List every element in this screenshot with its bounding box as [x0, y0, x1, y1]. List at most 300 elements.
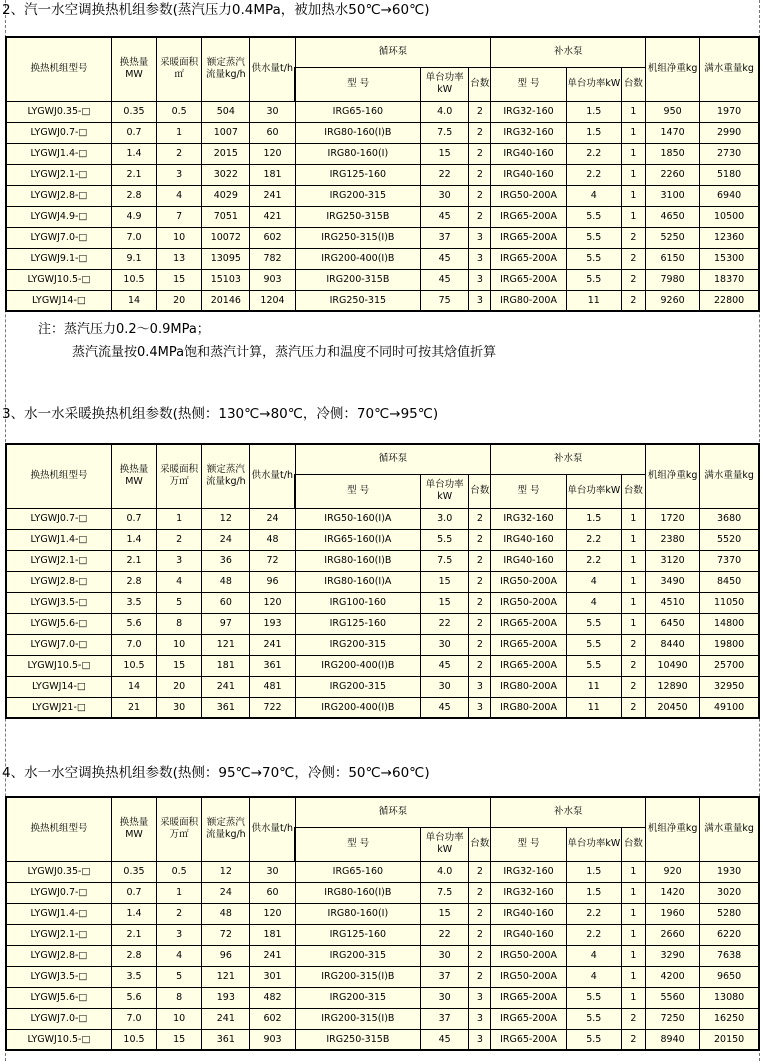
cell-circ_count: 2	[469, 924, 491, 945]
cell-full_weight: 22800	[700, 290, 759, 311]
header-circulation-pump: 循环泵	[295, 444, 491, 474]
cell-make_power: 5.5	[566, 1008, 621, 1029]
cell-circ_power: 75	[421, 290, 469, 311]
cell-circ_count: 3	[469, 227, 491, 248]
cell-net_weight: 3290	[646, 945, 700, 966]
cell-flow: 181	[202, 655, 250, 676]
table-row	[6, 143, 759, 164]
cell-model: LYGWJ0.35-□	[6, 861, 111, 882]
cell-make_power: 2.2	[566, 924, 621, 945]
cell-flow: 10072	[202, 227, 250, 248]
cell-full_weight: 3020	[700, 882, 759, 903]
cell-flow: 361	[202, 1029, 250, 1050]
cell-flow: 13095	[202, 248, 250, 269]
cell-flow: 12	[202, 508, 250, 529]
cell-supply: 903	[250, 269, 295, 290]
cell-circ_type: IRG200-315(I)B	[295, 1008, 420, 1029]
cell-model: LYGWJ2.1-□	[6, 164, 111, 185]
cell-model: LYGWJ7.0-□	[6, 634, 111, 655]
cell-flow: 121	[202, 966, 250, 987]
cell-make_power: 5.5	[566, 613, 621, 634]
cell-make_count: 2	[621, 290, 645, 311]
cell-circ_type: IRG80-160(I)B	[295, 122, 420, 143]
cell-make_type: IRG40-160	[491, 903, 566, 924]
cell-make_power: 11	[566, 290, 621, 311]
cell-supply: 120	[250, 592, 295, 613]
cell-circ_power: 45	[421, 269, 469, 290]
cell-circ_type: IRG100-160	[295, 592, 420, 613]
cell-make_power: 5.5	[566, 1029, 621, 1050]
cell-supply: 602	[250, 227, 295, 248]
cell-net_weight: 3100	[646, 185, 700, 206]
cell-circ_count: 3	[469, 290, 491, 311]
cell-circ_type: IRG250-315(I)B	[295, 227, 420, 248]
cell-net_weight: 3490	[646, 571, 700, 592]
cell-make_count: 2	[621, 269, 645, 290]
note-line: 蒸汽流量按0.4MPa饱和蒸汽计算，蒸汽压力和温度不同时可按其焓值折算	[72, 345, 497, 360]
cell-area: 15	[157, 655, 202, 676]
cell-model: LYGWJ9.1-□	[6, 248, 111, 269]
header-circ-power: 单台功率kW	[421, 67, 469, 101]
cell-model: LYGWJ10.5-□	[6, 655, 111, 676]
cell-net_weight: 2660	[646, 924, 700, 945]
cell-circ_type: IRG250-315B	[295, 1029, 420, 1050]
header-full-weight: 满水重量kg	[700, 444, 759, 508]
cell-flow: 48	[202, 903, 250, 924]
cell-make_count: 1	[621, 903, 645, 924]
cell-circ_type: IRG80-160(I)	[295, 903, 420, 924]
header-make-model: 型 号	[491, 474, 566, 508]
table-row	[6, 966, 759, 987]
table-row	[6, 550, 759, 571]
table-row	[6, 508, 759, 529]
cell-full_weight: 2730	[700, 143, 759, 164]
cell-area: 7	[157, 206, 202, 227]
cell-model: LYGWJ10.5-□	[6, 269, 111, 290]
cell-flow: 4029	[202, 185, 250, 206]
cell-circ_type: IRG50-160(I)A	[295, 508, 420, 529]
cell-area: 1	[157, 508, 202, 529]
cell-make_type: IRG50-200A	[491, 185, 566, 206]
cell-full_weight: 8450	[700, 571, 759, 592]
table-row	[6, 1008, 759, 1029]
cell-make_count: 1	[621, 592, 645, 613]
cell-supply: 241	[250, 185, 295, 206]
cell-supply: 60	[250, 882, 295, 903]
cell-circ_count: 2	[469, 529, 491, 550]
cell-circ_type: IRG65-160	[295, 861, 420, 882]
cell-make_power: 4	[566, 592, 621, 613]
cell-net_weight: 1960	[646, 903, 700, 924]
cell-circ_power: 30	[421, 185, 469, 206]
cell-circ_count: 3	[469, 248, 491, 269]
cell-net_weight: 5250	[646, 227, 700, 248]
cell-flow: 24	[202, 882, 250, 903]
cell-circ_type: IRG200-315	[295, 987, 420, 1008]
cell-area: 30	[157, 697, 202, 718]
cell-full_weight: 7638	[700, 945, 759, 966]
cell-full_weight: 49100	[700, 697, 759, 718]
cell-model: LYGWJ14-□	[6, 290, 111, 311]
cell-make_power: 4	[566, 945, 621, 966]
cell-make_count: 1	[621, 882, 645, 903]
cell-circ_count: 2	[469, 206, 491, 227]
cell-circ_power: 4.0	[421, 861, 469, 882]
cell-flow: 1007	[202, 122, 250, 143]
cell-heat: 7.0	[111, 227, 156, 248]
cell-make_type: IRG65-200A	[491, 613, 566, 634]
cell-make_count: 1	[621, 206, 645, 227]
cell-make_type: IRG50-200A	[491, 966, 566, 987]
cell-circ_power: 5.5	[421, 529, 469, 550]
cell-make_count: 1	[621, 966, 645, 987]
cell-heat: 1.4	[111, 143, 156, 164]
cell-net_weight: 950	[646, 101, 700, 122]
cell-make_count: 1	[621, 185, 645, 206]
cell-flow: 20146	[202, 290, 250, 311]
cell-make_type: IRG40-160	[491, 529, 566, 550]
cell-full_weight: 18370	[700, 269, 759, 290]
cell-full_weight: 3680	[700, 508, 759, 529]
cell-circ_type: IRG200-315(I)B	[295, 966, 420, 987]
cell-circ_power: 45	[421, 697, 469, 718]
cell-supply: 482	[250, 987, 295, 1008]
cell-net_weight: 6150	[646, 248, 700, 269]
header-full-weight: 满水重量kg	[700, 37, 759, 101]
table-row	[6, 1029, 759, 1050]
cell-circ_count: 3	[469, 1008, 491, 1029]
cell-model: LYGWJ4.9-□	[6, 206, 111, 227]
cell-circ_count: 3	[469, 1029, 491, 1050]
cell-make_power: 11	[566, 697, 621, 718]
cell-circ_type: IRG250-315B	[295, 206, 420, 227]
header-net-weight: 机组净重kg	[646, 797, 700, 861]
cell-circ_power: 37	[421, 227, 469, 248]
table-row	[6, 122, 759, 143]
cell-flow: 3022	[202, 164, 250, 185]
header-circulation-pump: 循环泵	[295, 37, 491, 67]
cell-heat: 7.0	[111, 634, 156, 655]
cell-flow: 504	[202, 101, 250, 122]
header-heat: 换热量MW	[111, 444, 156, 508]
cell-flow: 7051	[202, 206, 250, 227]
cell-heat: 21	[111, 697, 156, 718]
cell-area: 2	[157, 529, 202, 550]
cell-net_weight: 9260	[646, 290, 700, 311]
cell-make_power: 1.5	[566, 122, 621, 143]
cell-make_count: 1	[621, 987, 645, 1008]
cell-model: LYGWJ3.5-□	[6, 966, 111, 987]
cell-circ_power: 45	[421, 248, 469, 269]
cell-circ_type: IRG200-315B	[295, 269, 420, 290]
cell-net_weight: 8940	[646, 1029, 700, 1050]
cell-circ_power: 30	[421, 634, 469, 655]
cell-net_weight: 4200	[646, 966, 700, 987]
cell-heat: 3.5	[111, 966, 156, 987]
cell-heat: 10.5	[111, 655, 156, 676]
cell-supply: 602	[250, 1008, 295, 1029]
section-title: 4、水一水空调换热机组参数(热侧：95℃→70℃，冷侧：50℃→60℃)	[2, 765, 430, 781]
cell-make_type: IRG40-160	[491, 143, 566, 164]
cell-make_count: 2	[621, 655, 645, 676]
header-make-model: 型 号	[491, 67, 566, 101]
cell-circ_power: 15	[421, 571, 469, 592]
cell-make_type: IRG80-200A	[491, 676, 566, 697]
cell-area: 0.5	[157, 861, 202, 882]
header-flow: 额定蒸汽流量kg/h	[202, 797, 250, 861]
cell-full_weight: 14800	[700, 613, 759, 634]
cell-supply: 903	[250, 1029, 295, 1050]
header-net-weight: 机组净重kg	[646, 37, 700, 101]
table-row	[6, 290, 759, 311]
header-makeup-pump: 补水泵	[491, 444, 646, 474]
table-row	[6, 634, 759, 655]
cell-circ_count: 3	[469, 676, 491, 697]
header-supply: 供水量t/h	[250, 797, 295, 861]
cell-model: LYGWJ2.1-□	[6, 550, 111, 571]
table-row	[6, 882, 759, 903]
cell-area: 4	[157, 571, 202, 592]
table-row	[6, 101, 759, 122]
cell-model: LYGWJ2.8-□	[6, 185, 111, 206]
cell-full_weight: 5280	[700, 903, 759, 924]
cell-heat: 2.8	[111, 945, 156, 966]
header-circ-model: 型 号	[295, 474, 420, 508]
cell-area: 10	[157, 1008, 202, 1029]
cell-supply: 120	[250, 903, 295, 924]
cell-circ_count: 2	[469, 101, 491, 122]
cell-supply: 30	[250, 101, 295, 122]
cell-supply: 361	[250, 655, 295, 676]
cell-full_weight: 6940	[700, 185, 759, 206]
cell-model: LYGWJ14-□	[6, 676, 111, 697]
cell-make_type: IRG32-160	[491, 882, 566, 903]
table-row	[6, 861, 759, 882]
header-make-power: 单台功率kW	[566, 474, 621, 508]
cell-supply: 1204	[250, 290, 295, 311]
cell-flow: 121	[202, 634, 250, 655]
header-area: 采暖面积万㎡	[157, 444, 202, 508]
cell-circ_power: 30	[421, 676, 469, 697]
cell-supply: 241	[250, 945, 295, 966]
cell-make_power: 5.5	[566, 987, 621, 1008]
cell-make_type: IRG40-160	[491, 924, 566, 945]
cell-make_count: 1	[621, 101, 645, 122]
cell-model: LYGWJ0.7-□	[6, 122, 111, 143]
cell-circ_count: 2	[469, 550, 491, 571]
cell-make_type: IRG50-200A	[491, 571, 566, 592]
table-row	[6, 655, 759, 676]
cell-circ_power: 7.5	[421, 122, 469, 143]
cell-heat: 5.6	[111, 987, 156, 1008]
section-title: 2、汽一水空调换热机组参数(蒸汽压力0.4MPa，被加热水50℃→60℃)	[2, 2, 430, 18]
cell-full_weight: 12360	[700, 227, 759, 248]
cell-make_power: 5.5	[566, 206, 621, 227]
cell-heat: 14	[111, 676, 156, 697]
cell-make_type: IRG65-200A	[491, 1008, 566, 1029]
header-heat: 换热量MW	[111, 37, 156, 101]
cell-flow: 72	[202, 924, 250, 945]
cell-make_type: IRG32-160	[491, 508, 566, 529]
table-row	[6, 164, 759, 185]
cell-circ_count: 2	[469, 945, 491, 966]
cell-model: LYGWJ0.35-□	[6, 101, 111, 122]
cell-supply: 481	[250, 676, 295, 697]
cell-full_weight: 20150	[700, 1029, 759, 1050]
cell-area: 4	[157, 185, 202, 206]
cell-model: LYGWJ21-□	[6, 697, 111, 718]
cell-flow: 12	[202, 861, 250, 882]
cell-supply: 421	[250, 206, 295, 227]
cell-full_weight: 11050	[700, 592, 759, 613]
cell-flow: 36	[202, 550, 250, 571]
cell-model: LYGWJ0.7-□	[6, 882, 111, 903]
cell-area: 2	[157, 143, 202, 164]
header-make-model: 型 号	[491, 827, 566, 861]
cell-supply: 96	[250, 571, 295, 592]
cell-make_count: 2	[621, 697, 645, 718]
cell-heat: 1.4	[111, 903, 156, 924]
cell-supply: 241	[250, 634, 295, 655]
header-make-count: 台数	[621, 827, 645, 861]
cell-area: 1	[157, 882, 202, 903]
cell-heat: 2.1	[111, 164, 156, 185]
table-row	[6, 613, 759, 634]
cell-make_power: 4	[566, 966, 621, 987]
header-circ-model: 型 号	[295, 67, 420, 101]
cell-make_type: IRG80-200A	[491, 697, 566, 718]
cell-model: LYGWJ2.1-□	[6, 924, 111, 945]
table-row	[6, 697, 759, 718]
cell-circ_count: 2	[469, 592, 491, 613]
cell-full_weight: 5520	[700, 529, 759, 550]
cell-circ_count: 2	[469, 571, 491, 592]
cell-make_count: 2	[621, 1029, 645, 1050]
header-flow: 额定蒸汽流量kg/h	[202, 37, 250, 101]
cell-circ_count: 2	[469, 185, 491, 206]
cell-full_weight: 6220	[700, 924, 759, 945]
cell-make_count: 2	[621, 1008, 645, 1029]
cell-circ_count: 3	[469, 697, 491, 718]
cell-circ_power: 30	[421, 987, 469, 1008]
cell-make_count: 1	[621, 122, 645, 143]
cell-make_power: 1.5	[566, 882, 621, 903]
header-makeup-pump: 补水泵	[491, 797, 646, 827]
cell-circ_count: 2	[469, 143, 491, 164]
params-table	[5, 796, 760, 1051]
header-make-count: 台数	[621, 67, 645, 101]
cell-model: LYGWJ7.0-□	[6, 1008, 111, 1029]
cell-circ_type: IRG250-315	[295, 290, 420, 311]
table-row	[6, 248, 759, 269]
cell-heat: 1.4	[111, 529, 156, 550]
cell-model: LYGWJ5.6-□	[6, 987, 111, 1008]
cell-full_weight: 16250	[700, 1008, 759, 1029]
header-circ-count: 台数	[469, 827, 491, 861]
cell-area: 5	[157, 966, 202, 987]
header-supply: 供水量t/h	[250, 444, 295, 508]
cell-supply: 30	[250, 861, 295, 882]
cell-net_weight: 2380	[646, 529, 700, 550]
cell-area: 3	[157, 550, 202, 571]
cell-circ_power: 7.5	[421, 882, 469, 903]
cell-supply: 782	[250, 248, 295, 269]
section-title: 3、水一水采暖换热机组参数(热侧：130℃→80℃，冷侧：70℃→95℃)	[2, 406, 439, 422]
cell-heat: 2.8	[111, 185, 156, 206]
cell-make_count: 1	[621, 508, 645, 529]
cell-make_count: 1	[621, 945, 645, 966]
cell-net_weight: 1720	[646, 508, 700, 529]
cell-heat: 3.5	[111, 592, 156, 613]
cell-flow: 48	[202, 571, 250, 592]
cell-circ_power: 37	[421, 1008, 469, 1029]
cell-make_count: 1	[621, 143, 645, 164]
cell-heat: 10.5	[111, 1029, 156, 1050]
header-full-weight: 满水重量kg	[700, 797, 759, 861]
cell-circ_power: 3.0	[421, 508, 469, 529]
cell-net_weight: 1850	[646, 143, 700, 164]
cell-area: 20	[157, 676, 202, 697]
table-row	[6, 269, 759, 290]
table-row	[6, 592, 759, 613]
cell-make_type: IRG80-200A	[491, 290, 566, 311]
cell-circ_type: IRG80-160(I)A	[295, 571, 420, 592]
cell-heat: 0.35	[111, 861, 156, 882]
cell-circ_count: 2	[469, 634, 491, 655]
cell-model: LYGWJ2.8-□	[6, 571, 111, 592]
cell-heat: 10.5	[111, 269, 156, 290]
cell-make_count: 1	[621, 861, 645, 882]
cell-make_power: 5.5	[566, 634, 621, 655]
cell-make_type: IRG65-200A	[491, 227, 566, 248]
cell-supply: 181	[250, 164, 295, 185]
table-row	[6, 206, 759, 227]
cell-model: LYGWJ1.4-□	[6, 143, 111, 164]
cell-circ_type: IRG200-400(I)B	[295, 248, 420, 269]
cell-make_power: 1.5	[566, 101, 621, 122]
cell-circ_power: 15	[421, 903, 469, 924]
cell-flow: 361	[202, 697, 250, 718]
cell-circ_power: 22	[421, 924, 469, 945]
cell-net_weight: 920	[646, 861, 700, 882]
cell-make_power: 1.5	[566, 861, 621, 882]
header-circ-count: 台数	[469, 474, 491, 508]
cell-heat: 7.0	[111, 1008, 156, 1029]
cell-circ_power: 30	[421, 945, 469, 966]
cell-full_weight: 25700	[700, 655, 759, 676]
cell-net_weight: 1420	[646, 882, 700, 903]
cell-flow: 96	[202, 945, 250, 966]
cell-supply: 48	[250, 529, 295, 550]
cell-circ_type: IRG200-315	[295, 945, 420, 966]
cell-net_weight: 6450	[646, 613, 700, 634]
cell-full_weight: 13080	[700, 987, 759, 1008]
header-circ-model: 型 号	[295, 827, 420, 861]
cell-circ_power: 22	[421, 613, 469, 634]
cell-make_count: 1	[621, 924, 645, 945]
header-make-power: 单台功率kW	[566, 827, 621, 861]
cell-flow: 60	[202, 592, 250, 613]
cell-net_weight: 1470	[646, 122, 700, 143]
cell-area: 10	[157, 227, 202, 248]
cell-circ_count: 2	[469, 966, 491, 987]
cell-flow: 24	[202, 529, 250, 550]
cell-model: LYGWJ3.5-□	[6, 592, 111, 613]
table-row	[6, 227, 759, 248]
cell-circ_power: 15	[421, 592, 469, 613]
cell-area: 10	[157, 634, 202, 655]
cell-circ_type: IRG125-160	[295, 613, 420, 634]
